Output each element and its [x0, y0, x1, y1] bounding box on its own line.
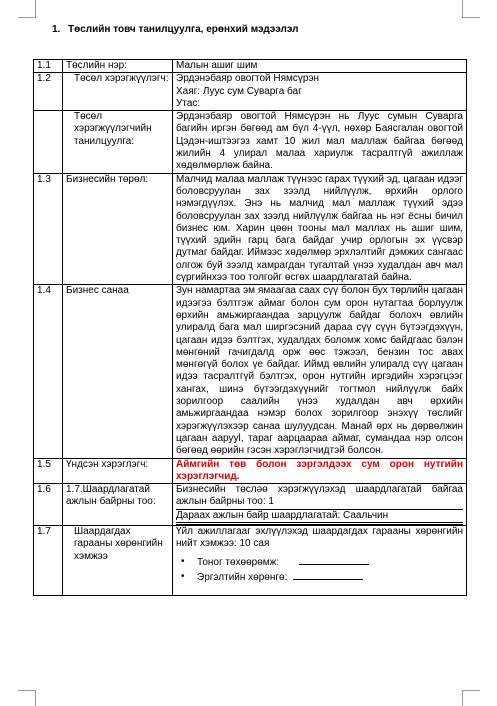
row-number: 1.3: [34, 173, 63, 285]
row-label: Үндсэн хэрэглэгч:: [63, 458, 173, 484]
row-label: Төсөл хэрэгжүүлэгчийн танилцуулга:: [63, 111, 173, 173]
crop-mark-bottom-right: [462, 690, 480, 706]
list-item: [176, 556, 463, 569]
equipment-blank: [299, 556, 369, 565]
crop-mark-top-right: [462, 0, 480, 18]
row-number: 1.6: [34, 484, 63, 526]
row-label: Шаардагдах гарааны хөрөнгийн хэмжээ: [63, 525, 173, 595]
table-row: [34, 525, 467, 595]
table-row: [34, 484, 467, 526]
implementer-phone: Утас:: [176, 97, 201, 109]
job-position-text: Дараах ажлын байр шаардлагатай: Саальчин: [176, 510, 463, 525]
row-label: 1.7.Шаардлагатай ажлын байрны тоо:: [63, 484, 173, 526]
equipment-label: Тоног төхөөрөмж:: [197, 556, 280, 568]
working-capital-blank: [293, 571, 363, 580]
job-count-text: Бизнесийн төсләө хэрэгжүүлэхэд шаардлагатай байгаа ажлын байрны тоо: 1: [176, 484, 463, 510]
working-capital-label: Эргэлтийн хөрөнгө:: [197, 571, 288, 583]
row-number: 1.2: [34, 73, 63, 111]
table-row: [34, 60, 467, 73]
row-value: Малчид малаа маллаж түүнээс гарах түүхий эд, цагаан идээг боловсруулан зах зээлд нийлүүлж, өрхийн орлого нэмэгдүүлэх. Энэ нь малчид мал маллаж түүхий эдээ боловсруулан зах зээлд нийлүүлж байгаа нь нэг ёсны бичил бизнес юм. Харин цөөн тооны мал маллах нь ашиг шим, түүхий эдийн гарц бага байдаг учир орлогын эх үүсвэр дутмаг байдаг. Иймээс хөдөлмөр эрхлэлтийг дэмжих сангаас олгож буй зээлд хамрагдан тугалтай үнээ худалдан авч мал сүргийнхээ тоо толгойг өсгөх шаардлагатай байна.: [173, 173, 467, 285]
row-number: 1.5: [34, 458, 63, 484]
row-value: [173, 525, 467, 595]
row-label: Бизнесийн төрөл:: [63, 173, 173, 285]
row-label: Төслийн нэр:: [63, 60, 173, 73]
section-title: Төслийн товч танилцуулга, ерөнхий мэдээлэл: [68, 24, 299, 35]
crop-mark-top-left: [18, 0, 36, 18]
capital-breakdown-list: [176, 556, 463, 585]
row-value: Эрдэнэбаяр овогтой Нямсүрэн нь Луус сумын Суварга багийн иргэн бөгөөд ам бүл 4-үүл, нөхөр Баясгалан овогтой Цэдэн-иштээгэз хамт 10 жил мал маллаж байгаа бөгөөд жилийн 4 улирал малаа хариулж тасралтгүй ажиллаж хөдөлмөрлөж байна.: [173, 111, 467, 173]
row-value: Малын ашиг шим: [173, 60, 467, 73]
row-number: [34, 111, 63, 173]
project-info-table: [33, 59, 467, 596]
startup-capital-text: Үйл ажиллагааг эхлүүлэхэд шаардагдах гарааны хөрөнгийн нийт хэмжээ: 10 сая: [176, 525, 463, 550]
table-row: [34, 73, 467, 111]
row-number: 1.7: [34, 525, 63, 595]
row-label: Бизнес санаа: [63, 285, 173, 458]
table-row: [34, 285, 467, 458]
implementer-address: Хаяг: Луус сум Суварга баг: [176, 85, 302, 97]
row-number: 1.1: [34, 60, 63, 73]
table-row: [34, 458, 467, 484]
section-number: 1.: [52, 24, 61, 35]
row-value: [173, 73, 467, 111]
table-row: [34, 111, 467, 173]
row-number: 1.4: [34, 285, 63, 458]
implementer-name: Эрдэнэбаяр овогтой Нямсүрэн: [176, 73, 320, 85]
row-value: Зун намартаа эм ямаагаа саах сүү болон бух төрлийн цагаан идээгээ бэлтгэж аймаг болон сум орон нутагтаа борлуулж өрхийн амьжиргаандаа зарцуулж байдаг болохч өвлийн улиралд бага мал ширгэсэний дараа сүү сүүн бүтээгдэхүүн, цагаан идээ бэлтгэх, худалдах боломж хомс байдгаас бэлэн мөнгөний гачигдалд орж өөс тэжээл, бензин тос авах мөнгөгүй болох үе байдаг. Иймд өвлийн улиралд сүү цагаан идээ тасралтгүй бэлтгэх, орон нутгийн иргэдийн хэрэгцээг хангах, шинэ бүтээгдэхүүнийг тогтмол нийлүүлж байх зорилгоор саалийн үнээ худалдан авч өрхийн амьжиргаандаа нэмэр болох зорилгоор энэхүү төслийг хэрэгжүүлэхээр санаа шулуудсан. Манай өрх нь дөрвөлжин цагаан аарууl, тараг аарцаараа аймаг, сумандаа нэр олсон бөгөөд өөрийн гэсэн хэрэглэгчидтэй болсон.: [173, 285, 467, 458]
crop-mark-bottom-left: [18, 690, 36, 706]
section-heading: [52, 24, 298, 35]
row-value: Аймгийн төв болон зэргэлдээх сум орон нутгийн хэрэглэгчид.: [173, 458, 467, 484]
row-value: [173, 484, 467, 526]
list-item: [176, 571, 463, 584]
row-label: Төсөл хэрэгжүүлэгч:: [63, 73, 173, 111]
table-row: [34, 173, 467, 285]
